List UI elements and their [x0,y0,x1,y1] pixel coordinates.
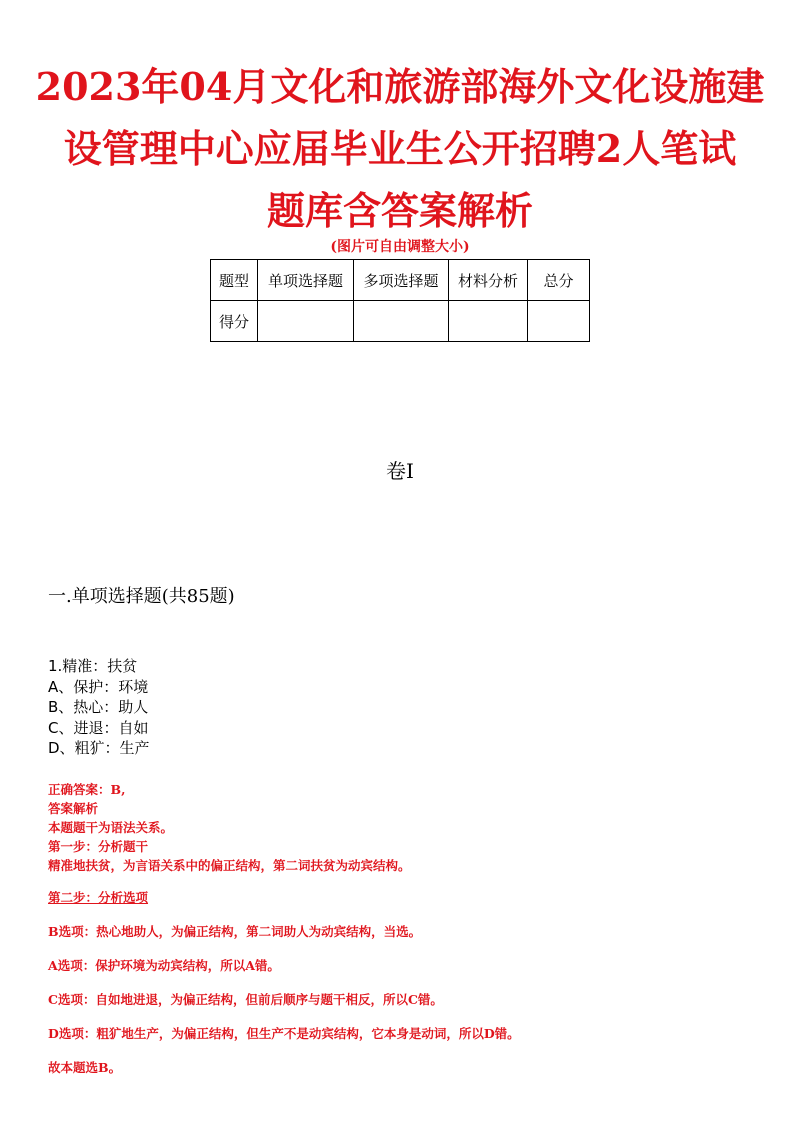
option-c: C、进退：自如 [48,718,149,737]
step2-title: 第二步：分析选项 [48,890,149,905]
analysis-option-c: C选项：自如地进退，为偏正结构，但前后顺序与题干相反，所以C错。 [48,992,443,1007]
title-line-3: 题库含答案解析 [266,188,533,233]
score-cell [258,301,354,342]
score-cell [449,301,528,342]
header-cell-material: 材料分析 [449,260,528,301]
analysis-option-b: B选项：热心地助人，为偏正结构，第二词助人为动宾结构，当选。 [48,924,422,939]
conclusion: 故本题选B。 [48,1060,122,1075]
score-cell [528,301,590,342]
score-table [210,259,590,342]
analysis-option-a: A选项：保护环境为动宾结构，所以A错。 [48,958,280,973]
header-cell-type: 题型 [211,260,258,301]
title-line-1: 2023年04月文化和旅游部海外文化设施建 [35,64,765,109]
document-title [30,56,770,242]
relation-text: 本题题干为语法关系。 [48,820,174,835]
option-a: A、保护：环境 [48,677,149,696]
question-stem: 1.精准：扶贫 [48,657,138,675]
header-cell-total: 总分 [528,260,590,301]
option-b: B、热心：助人 [48,698,149,716]
question-1 [48,656,150,759]
subtitle: (图片可自由调整大小) [330,239,470,255]
title-line-2: 设管理中心应届毕业生公开招聘2人笔试 [63,126,737,171]
volume-label: 卷Ⅰ [386,459,414,483]
score-table-header-row [211,260,590,301]
header-cell-multi-choice: 多项选择题 [354,260,449,301]
answer-block [48,780,411,875]
step1-text: 精准地扶贫，为言语关系中的偏正结构，第二词扶贫为动宾结构。 [48,858,411,873]
option-analysis [48,888,520,1092]
score-table-score-row [211,301,590,342]
row-label-score: 得分 [211,301,258,342]
header-cell-single-choice: 单项选择题 [258,260,354,301]
analysis-heading: 答案解析 [48,801,99,816]
score-cell [354,301,449,342]
step1-title: 第一步：分析题干 [48,839,149,854]
section-title: 一.单项选择题(共85题) [48,586,235,607]
option-d: D、粗犷：生产 [48,739,150,757]
analysis-option-d: D选项：粗犷地生产，为偏正结构，但生产不是动宾结构，它本身是动词，所以D错。 [48,1026,520,1041]
correct-answer: 正确答案：B, [48,782,126,797]
